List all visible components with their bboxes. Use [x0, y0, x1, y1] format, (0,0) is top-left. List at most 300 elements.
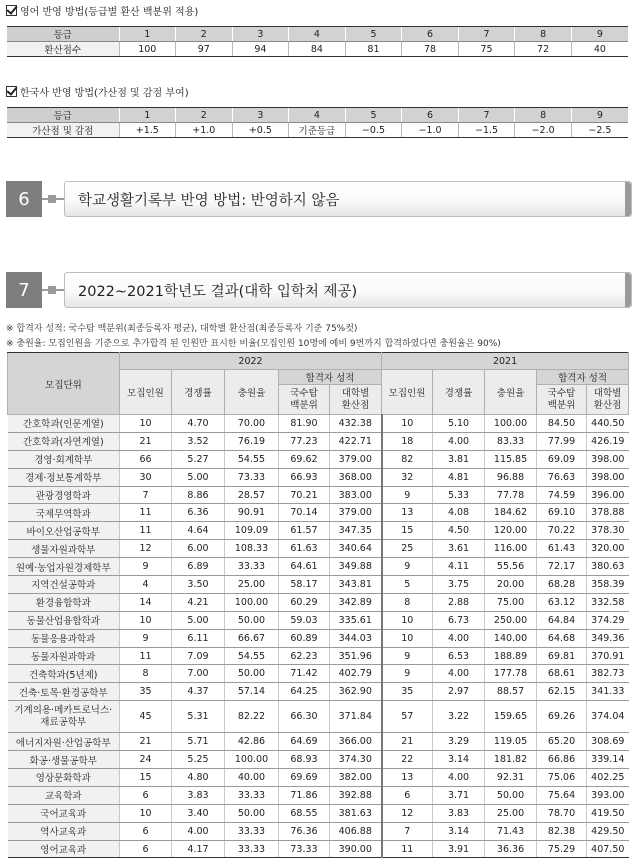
score-cell: 94 [232, 42, 289, 57]
table-row [8, 822, 629, 840]
2021-pct-cell: 69.81 [537, 647, 587, 665]
score-cell: 81 [345, 42, 402, 57]
2022-pct-cell: 73.33 [279, 840, 330, 858]
2022-quota-cell: 9 [120, 629, 172, 647]
unit-name: 지역건설공학과 [8, 576, 120, 594]
2021-quota-cell: 35 [382, 683, 433, 701]
2021-quota-cell: 6 [382, 786, 433, 804]
2022-quota-cell: 35 [120, 683, 172, 701]
2022-compete-cell: 4.64 [172, 522, 225, 540]
2021-fill-cell: 100.00 [485, 415, 537, 433]
table-row [8, 468, 629, 486]
2021-conv-cell: 320.00 [587, 540, 629, 558]
2021-fill-cell: 50.00 [485, 786, 537, 804]
conv-header: 대학별 환산점 [587, 385, 629, 415]
2021-fill-cell: 177.78 [485, 665, 537, 683]
2022-conv-cell: 351.96 [330, 647, 382, 665]
2021-pct-cell: 69.10 [537, 504, 587, 522]
2021-pct-cell: 72.17 [537, 558, 587, 576]
2021-conv-cell: 426.19 [587, 432, 629, 450]
2022-compete-cell: 6.11 [172, 629, 225, 647]
unit-name: 경영·회계학부 [8, 450, 120, 468]
2021-pct-cell: 69.26 [537, 701, 587, 733]
2021-pct-cell: 77.99 [537, 432, 587, 450]
2021-fill-cell: 250.00 [485, 611, 537, 629]
2021-pct-cell: 78.70 [537, 804, 587, 822]
2022-compete-cell: 3.40 [172, 804, 225, 822]
2021-conv-cell: 398.00 [587, 468, 629, 486]
score-cell: +1.5 [119, 123, 176, 138]
unit-name: 관광경영학과 [8, 486, 120, 504]
2022-conv-cell: 366.00 [330, 733, 382, 751]
2022-compete-cell: 6.36 [172, 504, 225, 522]
table-row [8, 733, 629, 751]
2021-conv-cell: 374.29 [587, 611, 629, 629]
compete-header: 경쟁률 [172, 370, 225, 415]
2021-fill-cell: 188.89 [485, 647, 537, 665]
2022-pct-cell: 70.21 [279, 486, 330, 504]
2022-compete-cell: 5.00 [172, 468, 225, 486]
2021-quota-cell: 13 [382, 504, 433, 522]
2021-compete-cell: 4.08 [433, 504, 485, 522]
2021-pct-cell: 64.68 [537, 629, 587, 647]
2021-compete-cell: 6.53 [433, 647, 485, 665]
score-cell: −0.5 [345, 123, 402, 138]
2022-conv-cell: 374.30 [330, 751, 382, 769]
2022-compete-cell: 5.31 [172, 701, 225, 733]
table-row [8, 701, 629, 733]
2022-quota-cell: 30 [120, 468, 172, 486]
2022-conv-cell: 349.88 [330, 558, 382, 576]
2021-fill-cell: 116.00 [485, 540, 537, 558]
2021-quota-cell: 25 [382, 540, 433, 558]
2022-pct-cell: 66.30 [279, 701, 330, 733]
2022-fill-cell: 33.33 [225, 786, 279, 804]
2022-fill-cell: 109.09 [225, 522, 279, 540]
banner-connector-dot [48, 195, 56, 203]
2022-compete-cell: 5.27 [172, 450, 225, 468]
2022-compete-cell: 5.25 [172, 751, 225, 769]
2021-conv-cell: 380.63 [587, 558, 629, 576]
2022-fill-cell: 57.14 [225, 683, 279, 701]
score-cell: −2.5 [571, 123, 628, 138]
2021-pct-cell: 69.09 [537, 450, 587, 468]
2022-fill-cell: 54.55 [225, 647, 279, 665]
2022-pct-cell: 71.42 [279, 665, 330, 683]
2021-quota-cell: 18 [382, 432, 433, 450]
score-header: 합격자 성적 [537, 370, 629, 385]
2021-pct-cell: 75.06 [537, 769, 587, 787]
pct-header: 국수탐 백분위 [279, 385, 330, 415]
2021-pct-cell: 76.63 [537, 468, 587, 486]
2021-compete-cell: 4.50 [433, 522, 485, 540]
2021-compete-cell: 3.81 [433, 450, 485, 468]
score-cell: 75 [458, 42, 515, 57]
2021-quota-cell: 21 [382, 733, 433, 751]
grade-cell: 5 [345, 27, 402, 42]
2022-compete-cell: 5.71 [172, 733, 225, 751]
2022-compete-cell: 4.37 [172, 683, 225, 701]
grade-label: 등급 [7, 108, 119, 123]
2022-pct-cell: 68.93 [279, 751, 330, 769]
2021-pct-cell: 70.22 [537, 522, 587, 540]
2022-conv-cell: 342.89 [330, 593, 382, 611]
2021-compete-cell: 5.33 [433, 486, 485, 504]
grade-cell: 9 [571, 108, 628, 123]
2021-compete-cell: 3.75 [433, 576, 485, 594]
2022-conv-cell: 432.38 [330, 415, 382, 433]
table-row [8, 665, 629, 683]
2022-pct-cell: 64.69 [279, 733, 330, 751]
unit-name: 바이오산업공학부 [8, 522, 120, 540]
2022-pct-cell: 76.36 [279, 822, 330, 840]
english-section-heading [6, 3, 198, 17]
2021-quota-cell: 10 [382, 611, 433, 629]
score-cell: 100 [119, 42, 176, 57]
2021-pct-cell: 64.84 [537, 611, 587, 629]
table-row [8, 432, 629, 450]
2022-conv-cell: 392.88 [330, 786, 382, 804]
grade-cell: 4 [289, 108, 346, 123]
2022-pct-cell: 61.57 [279, 522, 330, 540]
2022-conv-cell: 379.00 [330, 504, 382, 522]
table-row [8, 751, 629, 769]
2022-quota-cell: 11 [120, 504, 172, 522]
score-cell: 72 [515, 42, 572, 57]
compete-header: 경쟁률 [433, 370, 485, 415]
history-score-table [7, 107, 628, 138]
conv-header: 대학별 환산점 [330, 385, 382, 415]
2022-fill-cell: 40.00 [225, 769, 279, 787]
2021-compete-cell: 4.00 [433, 769, 485, 787]
2021-fill-cell: 20.00 [485, 576, 537, 594]
2021-fill-cell: 119.05 [485, 733, 537, 751]
quota-header: 모집인원 [120, 370, 172, 415]
2021-quota-cell: 82 [382, 450, 433, 468]
2021-compete-cell: 4.00 [433, 432, 485, 450]
fill-header: 충원율 [225, 370, 279, 415]
2022-quota-cell: 8 [120, 665, 172, 683]
2021-fill-cell: 25.00 [485, 804, 537, 822]
2022-pct-cell: 62.23 [279, 647, 330, 665]
2022-fill-cell: 66.67 [225, 629, 279, 647]
2021-fill-cell: 36.36 [485, 840, 537, 858]
2021-fill-cell: 83.33 [485, 432, 537, 450]
table-row [8, 486, 629, 504]
2022-compete-cell: 4.70 [172, 415, 225, 433]
2021-fill-cell: 88.57 [485, 683, 537, 701]
2022-pct-cell: 60.29 [279, 593, 330, 611]
english-header-row [7, 27, 628, 42]
2021-fill-cell: 159.65 [485, 701, 537, 733]
grade-cell: 3 [232, 27, 289, 42]
2022-fill-cell: 50.00 [225, 611, 279, 629]
unit-name: 간호학과(인문계열) [8, 415, 120, 433]
unit-name: 국제무역학과 [8, 504, 120, 522]
grade-cell: 4 [289, 27, 346, 42]
2022-fill-cell: 90.91 [225, 504, 279, 522]
2022-quota-cell: 14 [120, 593, 172, 611]
2022-quota-cell: 66 [120, 450, 172, 468]
2021-conv-cell: 332.58 [587, 593, 629, 611]
2021-compete-cell: 4.00 [433, 665, 485, 683]
2021-quota-cell: 15 [382, 522, 433, 540]
2022-conv-cell: 390.00 [330, 840, 382, 858]
table-row [8, 647, 629, 665]
2022-quota-cell: 10 [120, 804, 172, 822]
2022-pct-cell: 70.14 [279, 504, 330, 522]
2021-fill-cell: 71.43 [485, 822, 537, 840]
grade-label: 등급 [7, 27, 119, 42]
checkbox-icon [6, 5, 17, 16]
score-cell: +0.5 [232, 123, 289, 138]
2021-conv-cell: 440.50 [587, 415, 629, 433]
2022-fill-cell: 54.55 [225, 450, 279, 468]
2022-conv-cell: 382.00 [330, 769, 382, 787]
2022-conv-cell: 362.90 [330, 683, 382, 701]
2021-conv-cell: 396.00 [587, 486, 629, 504]
2021-quota-cell: 11 [382, 840, 433, 858]
2022-fill-cell: 73.33 [225, 468, 279, 486]
unit-name: 건축학과(5년제) [8, 665, 120, 683]
2022-conv-cell: 344.03 [330, 629, 382, 647]
2022-conv-cell: 379.00 [330, 450, 382, 468]
score-cell: −2.0 [515, 123, 572, 138]
2021-quota-cell: 10 [382, 415, 433, 433]
2022-fill-cell: 33.33 [225, 840, 279, 858]
table-row [8, 629, 629, 647]
2021-quota-cell: 22 [382, 751, 433, 769]
2022-conv-cell: 368.00 [330, 468, 382, 486]
score-label: 가산점 및 감점 [7, 123, 119, 138]
2022-quota-cell: 12 [120, 540, 172, 558]
2022-pct-cell: 68.55 [279, 804, 330, 822]
score-cell: 97 [176, 42, 233, 57]
2021-pct-cell: 84.50 [537, 415, 587, 433]
2021-conv-cell: 341.33 [587, 683, 629, 701]
unit-name: 경제·정보통계학부 [8, 468, 120, 486]
2022-fill-cell: 28.57 [225, 486, 279, 504]
2021-fill-cell: 75.00 [485, 593, 537, 611]
score-cell: +1.0 [176, 123, 233, 138]
2021-compete-cell: 6.73 [433, 611, 485, 629]
year-2022-header: 2022 [120, 353, 382, 370]
2022-quota-cell: 10 [120, 415, 172, 433]
grade-cell: 8 [515, 108, 572, 123]
2021-conv-cell: 419.50 [587, 804, 629, 822]
2022-conv-cell: 422.71 [330, 432, 382, 450]
note-fill-rate: ※ 충원율: 모집인원을 기준으로 추가합격 된 인원만 표시한 비율(모집인원 10명에 예비 9번까지 합격하였다면 충원율은 90%) [6, 339, 501, 349]
grade-cell: 1 [119, 27, 176, 42]
2022-pct-cell: 60.89 [279, 629, 330, 647]
grade-cell: 7 [458, 108, 515, 123]
2021-pct-cell: 74.59 [537, 486, 587, 504]
history-section-title: 한국사 반영 방법(가산점 및 감점 부여) [20, 87, 189, 99]
2021-conv-cell: 429.50 [587, 822, 629, 840]
score-label: 환산점수 [7, 42, 119, 57]
2021-fill-cell: 77.78 [485, 486, 537, 504]
2022-pct-cell: 58.17 [279, 576, 330, 594]
grade-cell: 9 [571, 27, 628, 42]
2022-pct-cell: 64.25 [279, 683, 330, 701]
2021-fill-cell: 120.00 [485, 522, 537, 540]
grade-cell: 5 [345, 108, 402, 123]
2021-compete-cell: 3.83 [433, 804, 485, 822]
2021-conv-cell: 339.14 [587, 751, 629, 769]
unit-name: 동물응용과학과 [8, 629, 120, 647]
2021-pct-cell: 63.12 [537, 593, 587, 611]
2021-compete-cell: 4.81 [433, 468, 485, 486]
unit-name: 영상문화학과 [8, 769, 120, 787]
history-header-row [7, 108, 628, 123]
table-row [8, 593, 629, 611]
checkbox-icon [6, 86, 17, 97]
2022-pct-cell: 69.69 [279, 769, 330, 787]
2022-compete-cell: 6.00 [172, 540, 225, 558]
unit-name: 원예·농업자원경제학부 [8, 558, 120, 576]
pct-header: 국수탐 백분위 [537, 385, 587, 415]
score-header: 합격자 성적 [279, 370, 382, 385]
history-section-heading [6, 84, 189, 98]
2021-fill-cell: 181.82 [485, 751, 537, 769]
table-row [8, 769, 629, 787]
2022-quota-cell: 11 [120, 522, 172, 540]
2021-compete-cell: 4.11 [433, 558, 485, 576]
2021-compete-cell: 4.00 [433, 629, 485, 647]
2021-quota-cell: 5 [382, 576, 433, 594]
english-score-row [7, 42, 628, 57]
2021-pct-cell: 75.64 [537, 786, 587, 804]
2021-quota-cell: 9 [382, 647, 433, 665]
2021-compete-cell: 5.10 [433, 415, 485, 433]
results-table [7, 352, 629, 858]
fill-header: 충원율 [485, 370, 537, 415]
2022-pct-cell: 59.03 [279, 611, 330, 629]
2022-quota-cell: 6 [120, 786, 172, 804]
grade-cell: 7 [458, 27, 515, 42]
2021-conv-cell: 374.04 [587, 701, 629, 733]
2022-fill-cell: 33.33 [225, 822, 279, 840]
2022-quota-cell: 6 [120, 840, 172, 858]
2022-pct-cell: 66.93 [279, 468, 330, 486]
english-score-table [7, 26, 628, 57]
table-row [8, 804, 629, 822]
2021-quota-cell: 9 [382, 665, 433, 683]
2022-quota-cell: 11 [120, 647, 172, 665]
2022-compete-cell: 3.52 [172, 432, 225, 450]
2022-compete-cell: 7.09 [172, 647, 225, 665]
unit-name: 교육학과 [8, 786, 120, 804]
2022-quota-cell: 21 [120, 432, 172, 450]
2022-pct-cell: 69.62 [279, 450, 330, 468]
unit-name: 생물자원과학부 [8, 540, 120, 558]
table-row [8, 576, 629, 594]
2022-quota-cell: 15 [120, 769, 172, 787]
2022-conv-cell: 406.88 [330, 822, 382, 840]
2021-pct-cell: 82.38 [537, 822, 587, 840]
2021-quota-cell: 9 [382, 558, 433, 576]
unit-header: 모집단위 [8, 353, 120, 415]
2022-fill-cell: 108.33 [225, 540, 279, 558]
unit-name: 간호학과(자연계열) [8, 432, 120, 450]
unit-name: 기계의용·메카트로닉스· 재료공학부 [8, 701, 120, 733]
section-number: 7 [6, 272, 42, 308]
table-row [8, 504, 629, 522]
2022-fill-cell: 100.00 [225, 751, 279, 769]
grade-cell: 8 [515, 27, 572, 42]
results-body [8, 415, 629, 858]
2022-fill-cell: 70.00 [225, 415, 279, 433]
table-row [8, 415, 629, 433]
table-row [8, 840, 629, 858]
2021-compete-cell: 3.91 [433, 840, 485, 858]
banner-connector-dot [48, 286, 56, 294]
unit-name: 동물산업융합학과 [8, 611, 120, 629]
2021-compete-cell: 2.97 [433, 683, 485, 701]
2021-quota-cell: 9 [382, 486, 433, 504]
2022-compete-cell: 6.89 [172, 558, 225, 576]
2022-quota-cell: 4 [120, 576, 172, 594]
section-number: 6 [6, 181, 42, 217]
2021-compete-cell: 3.71 [433, 786, 485, 804]
2021-conv-cell: 402.25 [587, 769, 629, 787]
2021-pct-cell: 65.20 [537, 733, 587, 751]
2022-compete-cell: 3.50 [172, 576, 225, 594]
2022-conv-cell: 383.00 [330, 486, 382, 504]
2021-conv-cell: 378.88 [587, 504, 629, 522]
2021-compete-cell: 3.14 [433, 751, 485, 769]
2021-conv-cell: 407.50 [587, 840, 629, 858]
unit-name: 영어교육과 [8, 840, 120, 858]
2021-fill-cell: 115.85 [485, 450, 537, 468]
grade-cell: 3 [232, 108, 289, 123]
2021-pct-cell: 66.86 [537, 751, 587, 769]
2022-conv-cell: 381.63 [330, 804, 382, 822]
2022-quota-cell: 6 [120, 822, 172, 840]
table-row [8, 558, 629, 576]
2021-quota-cell: 57 [382, 701, 433, 733]
table-row [8, 786, 629, 804]
2022-fill-cell: 76.19 [225, 432, 279, 450]
2021-quota-cell: 32 [382, 468, 433, 486]
2022-compete-cell: 8.86 [172, 486, 225, 504]
2021-conv-cell: 349.36 [587, 629, 629, 647]
2021-quota-cell: 7 [382, 822, 433, 840]
table-row [8, 522, 629, 540]
2022-pct-cell: 81.90 [279, 415, 330, 433]
2021-compete-cell: 3.14 [433, 822, 485, 840]
year-2021-header: 2021 [382, 353, 629, 370]
2022-quota-cell: 21 [120, 733, 172, 751]
2021-quota-cell: 13 [382, 769, 433, 787]
2022-conv-cell: 402.79 [330, 665, 382, 683]
section-7-banner [6, 272, 632, 308]
2021-compete-cell: 3.61 [433, 540, 485, 558]
score-cell: 기준등급 [289, 123, 346, 138]
2022-quota-cell: 10 [120, 611, 172, 629]
unit-name: 환경융합학과 [8, 593, 120, 611]
2022-compete-cell: 7.00 [172, 665, 225, 683]
2022-compete-cell: 4.00 [172, 822, 225, 840]
quota-header: 모집인원 [382, 370, 433, 415]
2022-fill-cell: 50.00 [225, 804, 279, 822]
2021-fill-cell: 96.88 [485, 468, 537, 486]
2022-conv-cell: 335.61 [330, 611, 382, 629]
score-cell: −1.0 [402, 123, 459, 138]
2021-conv-cell: 370.91 [587, 647, 629, 665]
2021-compete-cell: 3.29 [433, 733, 485, 751]
2022-fill-cell: 25.00 [225, 576, 279, 594]
